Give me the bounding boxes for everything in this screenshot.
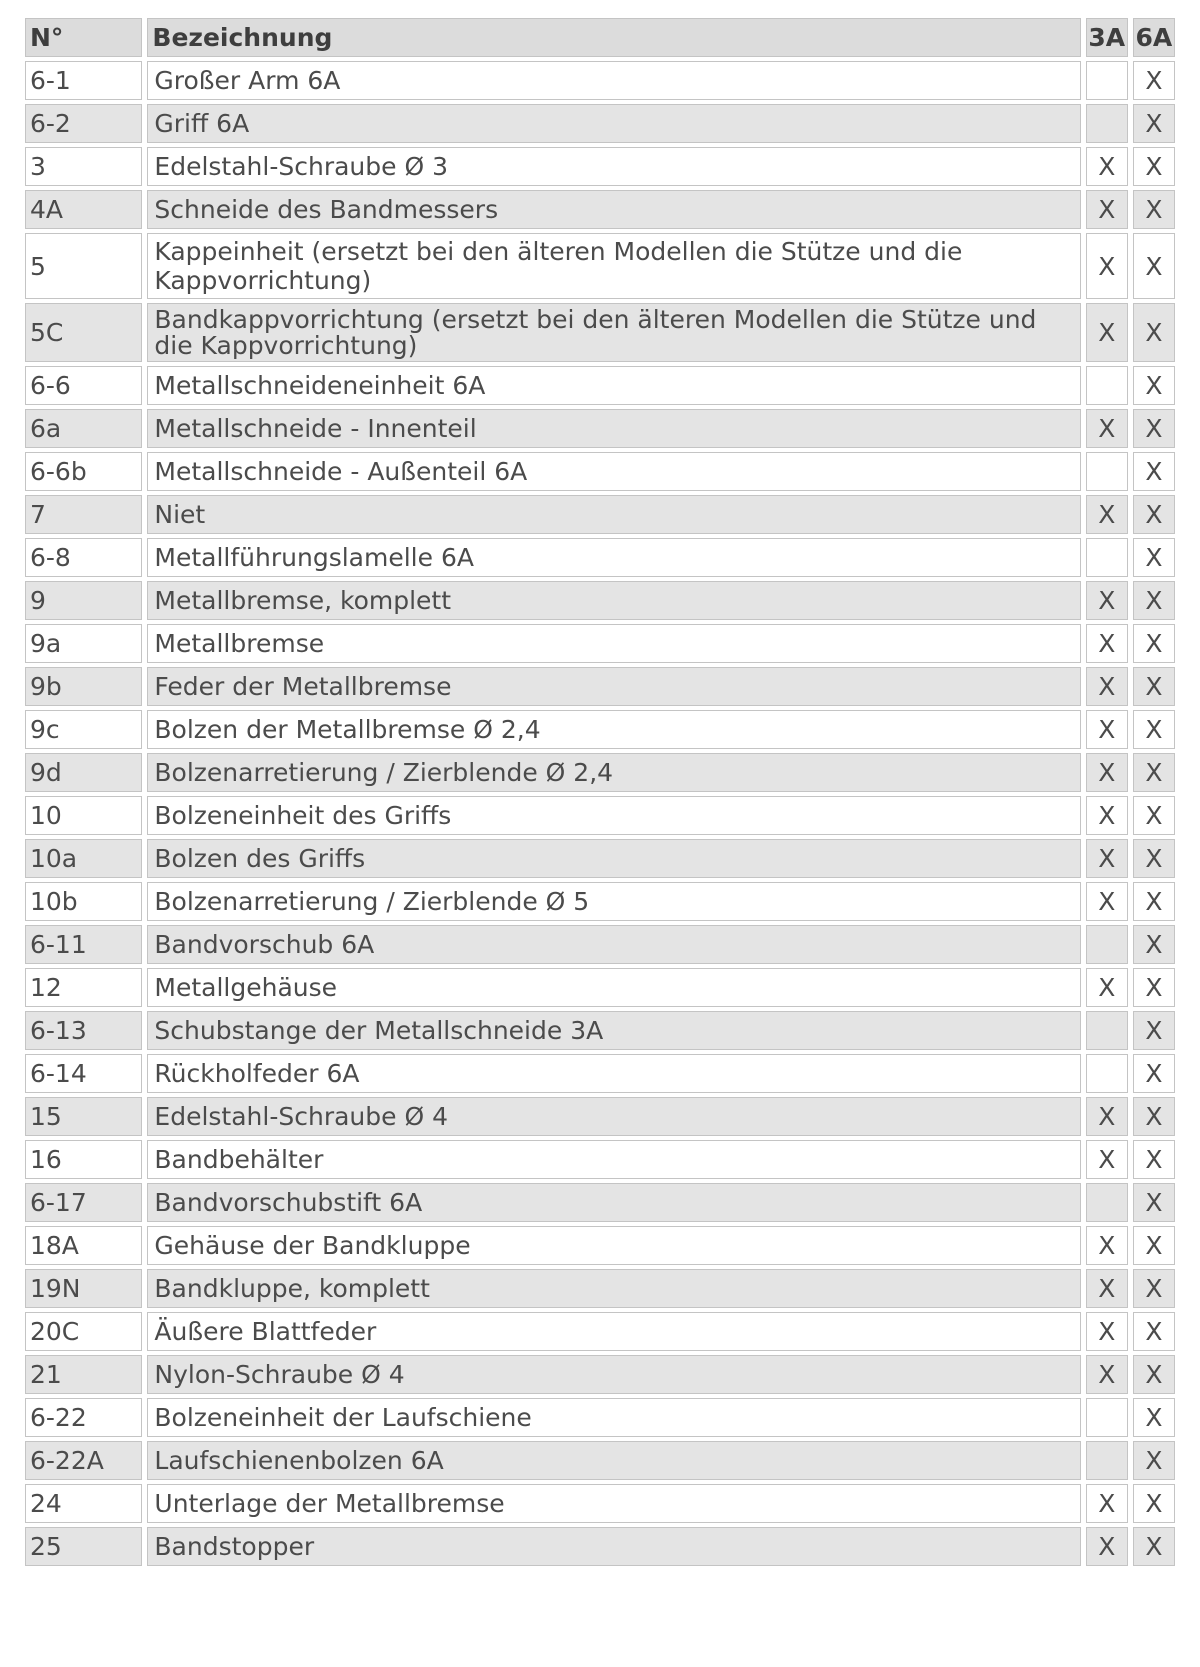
cell-mark-3a: X <box>1086 968 1128 1007</box>
cell-mark-6a: X <box>1133 753 1175 792</box>
cell-part-name: Bandstopper <box>147 1527 1080 1566</box>
cell-mark-6a: X <box>1133 1527 1175 1566</box>
table-row <box>25 753 1175 792</box>
cell-part-number: 6-17 <box>25 1183 142 1222</box>
table-row <box>25 1226 1175 1265</box>
cell-mark-3a: X <box>1086 1484 1128 1523</box>
cell-mark-3a: X <box>1086 710 1128 749</box>
cell-mark-6a: X <box>1133 1097 1175 1136</box>
cell-part-name: Metallschneide - Innenteil <box>147 409 1080 448</box>
cell-part-number: 24 <box>25 1484 142 1523</box>
table-row <box>25 1398 1175 1437</box>
table-row <box>25 839 1175 878</box>
cell-part-number: 4A <box>25 190 142 229</box>
cell-part-number: 19N <box>25 1269 142 1308</box>
cell-part-number: 12 <box>25 968 142 1007</box>
cell-mark-3a: X <box>1086 233 1128 299</box>
header-row <box>25 18 1175 57</box>
table-row <box>25 495 1175 534</box>
cell-mark-3a: X <box>1086 1226 1128 1265</box>
cell-mark-6a: X <box>1133 710 1175 749</box>
table-row <box>25 968 1175 1007</box>
cell-mark-6a: X <box>1133 968 1175 1007</box>
table-row <box>25 1269 1175 1308</box>
table-row <box>25 667 1175 706</box>
cell-mark-6a: X <box>1133 452 1175 491</box>
cell-part-number: 6-1 <box>25 61 142 100</box>
cell-part-number: 6-8 <box>25 538 142 577</box>
cell-part-name: Bandkluppe, komplett <box>147 1269 1080 1308</box>
cell-part-number: 7 <box>25 495 142 534</box>
table-row <box>25 1527 1175 1566</box>
cell-part-number: 6-22A <box>25 1441 142 1480</box>
cell-mark-6a: X <box>1133 839 1175 878</box>
cell-mark-3a <box>1086 1054 1128 1093</box>
cell-part-name: Gehäuse der Bandkluppe <box>147 1226 1080 1265</box>
cell-mark-3a <box>1086 1398 1128 1437</box>
cell-part-number: 15 <box>25 1097 142 1136</box>
cell-mark-3a <box>1086 104 1128 143</box>
cell-part-number: 9d <box>25 753 142 792</box>
cell-mark-6a: X <box>1133 1484 1175 1523</box>
table-row <box>25 61 1175 100</box>
cell-part-name: Bolzen der Metallbremse Ø 2,4 <box>147 710 1080 749</box>
cell-mark-6a: X <box>1133 1140 1175 1179</box>
table-row <box>25 190 1175 229</box>
header-name: Bezeichnung <box>147 18 1080 57</box>
cell-part-name: Bolzenarretierung / Zierblende Ø 5 <box>147 882 1080 921</box>
cell-part-number: 16 <box>25 1140 142 1179</box>
cell-mark-3a: X <box>1086 1269 1128 1308</box>
cell-part-name: Metallbremse, komplett <box>147 581 1080 620</box>
cell-mark-3a: X <box>1086 1097 1128 1136</box>
cell-part-number: 5 <box>25 233 142 299</box>
cell-mark-6a: X <box>1133 104 1175 143</box>
cell-mark-3a: X <box>1086 190 1128 229</box>
cell-part-name: Bandkappvorrichtung (ersetzt bei den älteren Modellen die Stütze und die Kappvorrichtung) <box>147 303 1080 362</box>
cell-part-number: 6-2 <box>25 104 142 143</box>
cell-part-name: Metallgehäuse <box>147 968 1080 1007</box>
cell-part-number: 6-11 <box>25 925 142 964</box>
cell-mark-6a: X <box>1133 796 1175 835</box>
table-row <box>25 452 1175 491</box>
cell-mark-6a: X <box>1133 1054 1175 1093</box>
cell-mark-6a: X <box>1133 581 1175 620</box>
cell-part-number: 9c <box>25 710 142 749</box>
cell-part-number: 6a <box>25 409 142 448</box>
cell-mark-6a: X <box>1133 147 1175 186</box>
cell-part-name: Laufschienenbolzen 6A <box>147 1441 1080 1480</box>
cell-mark-3a: X <box>1086 303 1128 362</box>
cell-part-number: 9a <box>25 624 142 663</box>
cell-mark-6a: X <box>1133 190 1175 229</box>
cell-mark-3a: X <box>1086 1355 1128 1394</box>
table-row <box>25 366 1175 405</box>
cell-mark-6a: X <box>1133 882 1175 921</box>
cell-mark-3a: X <box>1086 1312 1128 1351</box>
cell-mark-3a: X <box>1086 667 1128 706</box>
cell-mark-3a: X <box>1086 581 1128 620</box>
cell-part-name: Bolzenarretierung / Zierblende Ø 2,4 <box>147 753 1080 792</box>
cell-mark-6a: X <box>1133 1011 1175 1050</box>
cell-mark-3a: X <box>1086 624 1128 663</box>
cell-mark-3a: X <box>1086 495 1128 534</box>
table-row <box>25 409 1175 448</box>
cell-part-number: 6-6b <box>25 452 142 491</box>
table-row <box>25 233 1175 299</box>
cell-part-name: Niet <box>147 495 1080 534</box>
cell-part-number: 6-14 <box>25 1054 142 1093</box>
cell-part-number: 10 <box>25 796 142 835</box>
cell-part-name: Rückholfeder 6A <box>147 1054 1080 1093</box>
cell-mark-3a: X <box>1086 1140 1128 1179</box>
cell-mark-3a <box>1086 538 1128 577</box>
parts-table-body <box>25 61 1175 1566</box>
cell-mark-3a <box>1086 61 1128 100</box>
cell-part-name: Bandvorschubstift 6A <box>147 1183 1080 1222</box>
cell-mark-6a: X <box>1133 1269 1175 1308</box>
table-row <box>25 1097 1175 1136</box>
cell-part-name: Griff 6A <box>147 104 1080 143</box>
table-row <box>25 796 1175 835</box>
cell-part-name: Unterlage der Metallbremse <box>147 1484 1080 1523</box>
table-row <box>25 1441 1175 1480</box>
cell-part-name: Metallbremse <box>147 624 1080 663</box>
cell-mark-6a: X <box>1133 1441 1175 1480</box>
cell-mark-3a: X <box>1086 1527 1128 1566</box>
cell-mark-6a: X <box>1133 233 1175 299</box>
cell-part-name: Edelstahl-Schraube Ø 4 <box>147 1097 1080 1136</box>
cell-mark-3a <box>1086 366 1128 405</box>
cell-mark-6a: X <box>1133 1398 1175 1437</box>
table-row <box>25 1140 1175 1179</box>
cell-part-number: 9 <box>25 581 142 620</box>
cell-part-name: Bandvorschub 6A <box>147 925 1080 964</box>
cell-part-name: Schubstange der Metallschneide 3A <box>147 1011 1080 1050</box>
cell-part-name: Metallführungslamelle 6A <box>147 538 1080 577</box>
cell-part-name: Kappeinheit (ersetzt bei den älteren Modellen die Stütze und die Kappvorrichtung) <box>147 233 1080 299</box>
cell-mark-6a: X <box>1133 303 1175 362</box>
cell-mark-6a: X <box>1133 61 1175 100</box>
table-row <box>25 1183 1175 1222</box>
table-row <box>25 1312 1175 1351</box>
cell-mark-3a <box>1086 1183 1128 1222</box>
cell-mark-6a: X <box>1133 366 1175 405</box>
cell-part-name: Edelstahl-Schraube Ø 3 <box>147 147 1080 186</box>
cell-part-name: Bolzen des Griffs <box>147 839 1080 878</box>
cell-part-name: Bolzeneinheit des Griffs <box>147 796 1080 835</box>
cell-mark-3a <box>1086 452 1128 491</box>
cell-part-number: 21 <box>25 1355 142 1394</box>
table-row <box>25 1484 1175 1523</box>
cell-part-name: Bolzeneinheit der Laufschiene <box>147 1398 1080 1437</box>
cell-mark-3a <box>1086 1011 1128 1050</box>
cell-mark-3a: X <box>1086 796 1128 835</box>
table-row <box>25 104 1175 143</box>
table-row <box>25 624 1175 663</box>
cell-mark-6a: X <box>1133 1312 1175 1351</box>
cell-part-number: 20C <box>25 1312 142 1351</box>
cell-mark-3a <box>1086 1441 1128 1480</box>
header-no: N° <box>25 18 142 57</box>
cell-mark-6a: X <box>1133 1226 1175 1265</box>
table-row <box>25 1054 1175 1093</box>
cell-part-number: 6-6 <box>25 366 142 405</box>
cell-part-name: Äußere Blattfeder <box>147 1312 1080 1351</box>
table-row <box>25 710 1175 749</box>
cell-mark-6a: X <box>1133 624 1175 663</box>
cell-mark-3a: X <box>1086 882 1128 921</box>
cell-mark-3a: X <box>1086 839 1128 878</box>
header-3a: 3A <box>1086 18 1128 57</box>
cell-mark-6a: X <box>1133 925 1175 964</box>
table-row <box>25 538 1175 577</box>
cell-part-number: 10a <box>25 839 142 878</box>
table-row <box>25 882 1175 921</box>
cell-part-number: 3 <box>25 147 142 186</box>
cell-part-number: 6-13 <box>25 1011 142 1050</box>
cell-mark-6a: X <box>1133 409 1175 448</box>
table-row <box>25 147 1175 186</box>
cell-part-name: Bandbehälter <box>147 1140 1080 1179</box>
header-6a: 6A <box>1133 18 1175 57</box>
cell-mark-6a: X <box>1133 1183 1175 1222</box>
cell-part-name: Metallschneideneinheit 6A <box>147 366 1080 405</box>
cell-part-name: Schneide des Bandmessers <box>147 190 1080 229</box>
cell-mark-6a: X <box>1133 495 1175 534</box>
table-row <box>25 925 1175 964</box>
parts-table <box>20 14 1180 1570</box>
table-row <box>25 581 1175 620</box>
cell-mark-3a: X <box>1086 409 1128 448</box>
cell-part-number: 10b <box>25 882 142 921</box>
cell-part-number: 9b <box>25 667 142 706</box>
cell-part-number: 6-22 <box>25 1398 142 1437</box>
cell-part-name: Nylon-Schraube Ø 4 <box>147 1355 1080 1394</box>
table-row <box>25 1011 1175 1050</box>
cell-part-number: 5C <box>25 303 142 362</box>
table-row <box>25 303 1175 362</box>
cell-mark-6a: X <box>1133 538 1175 577</box>
cell-part-number: 18A <box>25 1226 142 1265</box>
cell-mark-6a: X <box>1133 667 1175 706</box>
cell-mark-3a: X <box>1086 147 1128 186</box>
table-row <box>25 1355 1175 1394</box>
cell-part-number: 25 <box>25 1527 142 1566</box>
cell-mark-3a: X <box>1086 753 1128 792</box>
cell-part-name: Metallschneide - Außenteil 6A <box>147 452 1080 491</box>
cell-mark-3a <box>1086 925 1128 964</box>
cell-mark-6a: X <box>1133 1355 1175 1394</box>
cell-part-name: Großer Arm 6A <box>147 61 1080 100</box>
cell-part-name: Feder der Metallbremse <box>147 667 1080 706</box>
